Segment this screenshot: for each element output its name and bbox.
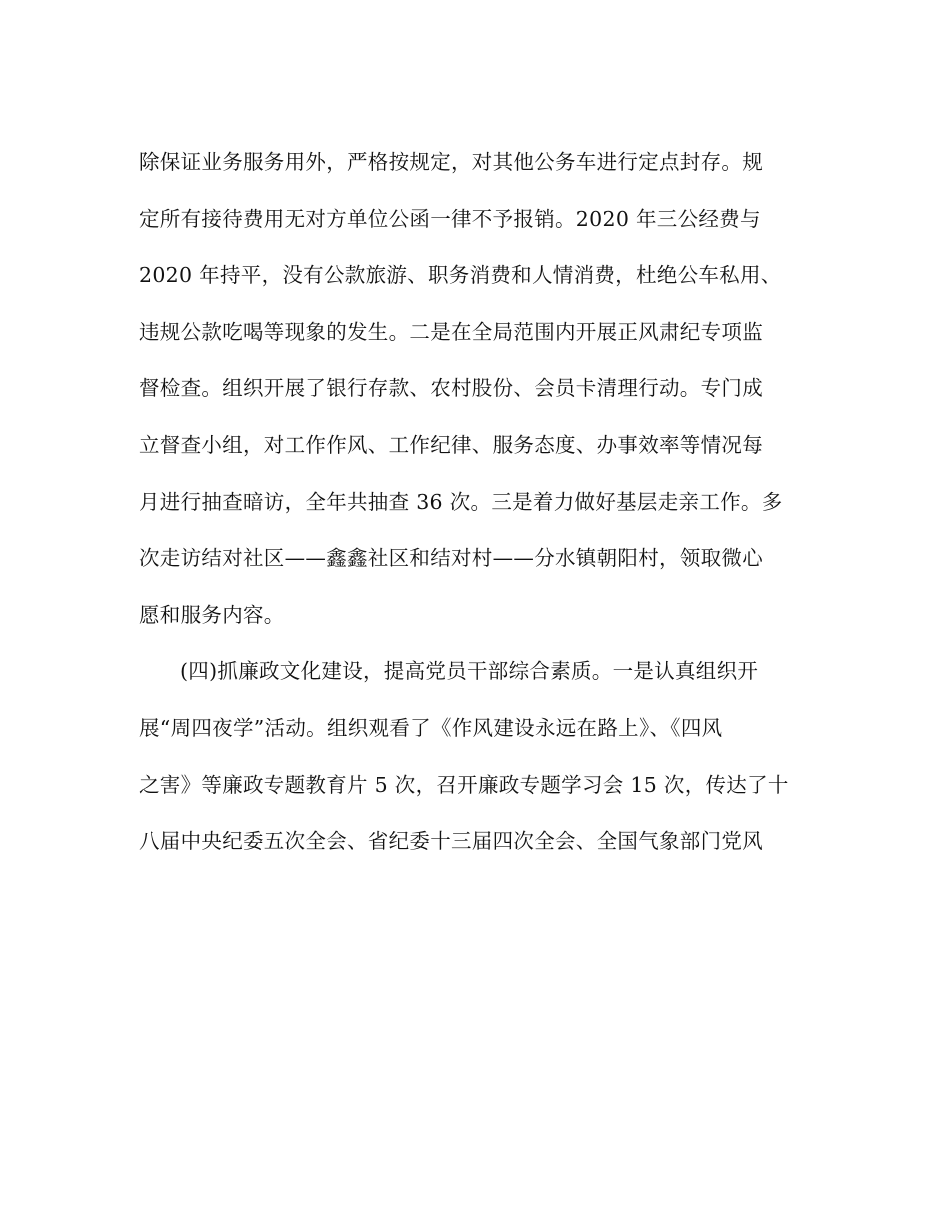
text-line: 月进行抽查暗访，全年共抽查 36 次。三是着力做好基层走亲工作。多 bbox=[139, 489, 783, 514]
text-line: 次走访结对社区——鑫鑫社区和结对村——分水镇朝阳村，领取微心 bbox=[139, 546, 763, 571]
text-line: 八届中央纪委五次全会、省纪委十三届四次全会、全国气象部门党风 bbox=[139, 829, 763, 854]
text-line: 愿和服务内容。 bbox=[139, 602, 285, 627]
body-text bbox=[139, 134, 819, 870]
text-line: 之害》等廉政专题教育片 5 次，召开廉政专题学习会 15 次，传达了十 bbox=[139, 772, 789, 797]
paragraph-heading-line: (四)抓廉政文化建设，提高党员干部综合素质。一是认真组织开 bbox=[180, 659, 759, 684]
text-line: 立督查小组，对工作作风、工作纪律、服务态度、办事效率等情况每 bbox=[139, 432, 763, 457]
text-line: 违规公款吃喝等现象的发生。二是在全局范围内开展正风肃纪专项监 bbox=[139, 319, 763, 344]
text-line: 2020 年持平，没有公款旅游、职务消费和人情消费，杜绝公车私用、 bbox=[139, 263, 782, 288]
text-line: 定所有接待费用无对方单位公函一律不予报销。2020 年三公经费与 bbox=[139, 206, 761, 231]
text-line: 展“周四夜学”活动。组织观看了《作风建设永远在路上》、《四风 bbox=[139, 715, 723, 740]
text-line: 除保证业务服务用外，严格按规定，对其他公务车进行定点封存。规 bbox=[139, 150, 763, 174]
text-line: 督检查。组织开展了银行存款、农村股份、会员卡清理行动。专门成 bbox=[139, 376, 763, 401]
